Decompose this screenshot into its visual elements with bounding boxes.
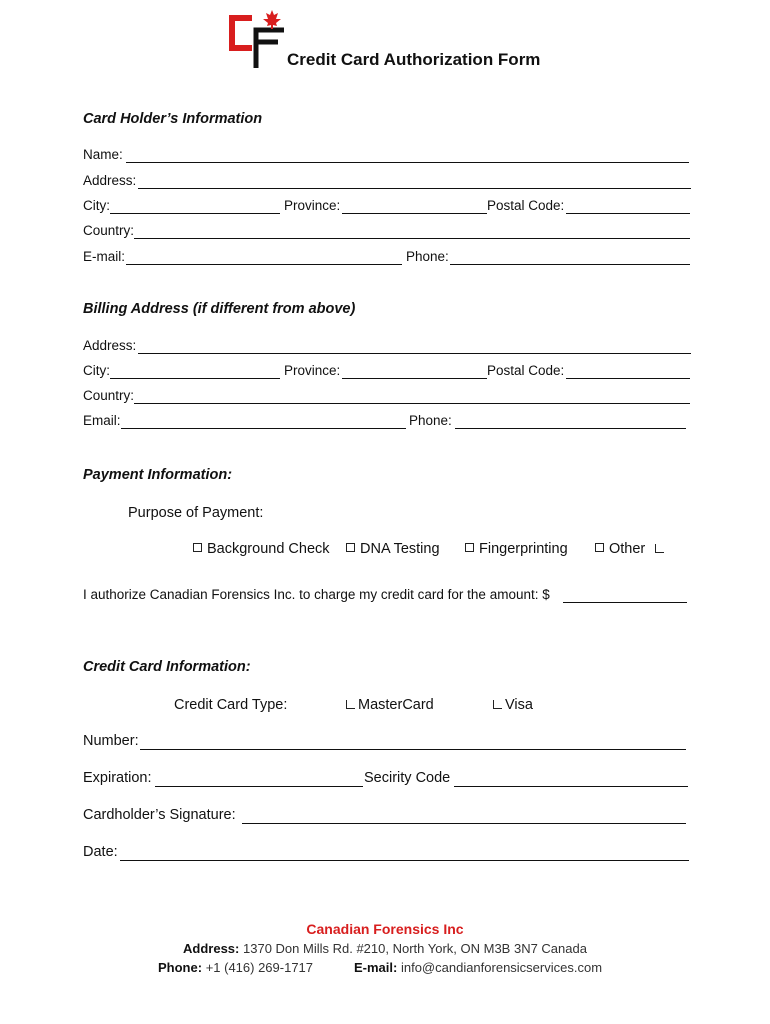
billing-postal-code-label: Postal Code: (487, 363, 565, 378)
footer-email-label: E-mail: (354, 960, 398, 975)
footer-address (0, 941, 770, 956)
expiration-field[interactable] (155, 786, 363, 787)
footer-address-value: 1370 Don Mills Rd. #210, North York, ON M3B 3N7 Canada (243, 941, 587, 956)
phone-field[interactable] (450, 264, 690, 265)
date-label: Date: (83, 844, 118, 860)
email-field[interactable] (126, 264, 402, 265)
footer-email (354, 960, 602, 975)
billing-address-label: Address: (83, 338, 137, 353)
authorize-text: I authorize Canadian Forensics Inc. to charge my credit card for the amount: $ (83, 587, 550, 602)
billing-postal-code-field[interactable] (566, 378, 690, 379)
purpose-label: Purpose of Payment: (128, 505, 264, 521)
signature-label: Cardholder’s Signature: (83, 807, 236, 823)
option-dna-testing[interactable]: DNA Testing (346, 541, 440, 557)
security-code-field[interactable] (454, 786, 688, 787)
billing-province-field[interactable] (342, 378, 487, 379)
billing-email-field[interactable] (121, 428, 406, 429)
option-mastercard[interactable]: MasterCard (346, 697, 434, 713)
billing-phone-field[interactable] (455, 428, 686, 429)
city-field[interactable] (110, 213, 280, 214)
security-code-label: Secirity Code (364, 770, 451, 786)
phone-label: Phone: (406, 249, 449, 264)
billing-country-field[interactable] (134, 403, 690, 404)
billing-country-label: Country: (83, 388, 135, 403)
billing-address-field[interactable] (138, 353, 691, 354)
credit-card-heading: Credit Card Information: (83, 659, 251, 675)
number-label: Number: (83, 733, 139, 749)
address-field[interactable] (138, 188, 691, 189)
province-label: Province: (284, 198, 341, 213)
province-field[interactable] (342, 213, 487, 214)
checkbox-icon[interactable] (346, 700, 355, 709)
postal-code-field[interactable] (566, 213, 690, 214)
postal-code-label: Postal Code: (487, 198, 565, 213)
logo (226, 10, 286, 68)
billing-phone-label: Phone: (409, 413, 452, 428)
billing-heading: Billing Address (if different from above) (83, 301, 356, 317)
billing-province-label: Province: (284, 363, 341, 378)
billing-email-label: Email: (83, 413, 121, 428)
signature-field[interactable] (242, 823, 686, 824)
card-type-label: Credit Card Type: (174, 697, 288, 713)
number-field[interactable] (140, 749, 686, 750)
page-title: Credit Card Authorization Form (287, 50, 541, 69)
checkbox-icon[interactable] (193, 543, 202, 552)
option-fingerprinting[interactable]: Fingerprinting (465, 541, 568, 557)
footer-phone-value: +1 (416) 269-1717 (205, 960, 314, 975)
other-blank-icon (655, 544, 664, 553)
billing-city-label: City: (83, 363, 110, 378)
checkbox-icon[interactable] (595, 543, 604, 552)
amount-field[interactable] (563, 602, 687, 603)
payment-heading: Payment Information: (83, 467, 233, 483)
footer-phone (158, 960, 313, 975)
date-field[interactable] (120, 860, 689, 861)
checkbox-icon[interactable] (465, 543, 474, 552)
footer-phone-label: Phone: (158, 960, 203, 975)
city-label: City: (83, 198, 110, 213)
option-background-check[interactable]: Background Check (193, 541, 330, 557)
name-label: Name: (83, 147, 123, 162)
name-field[interactable] (126, 162, 689, 163)
country-label: Country: (83, 223, 135, 238)
billing-city-field[interactable] (110, 378, 280, 379)
option-visa[interactable]: Visa (493, 697, 533, 713)
footer-company: Canadian Forensics Inc (306, 921, 464, 937)
expiration-label: Expiration: (83, 770, 152, 786)
country-field[interactable] (134, 238, 690, 239)
checkbox-icon[interactable] (493, 700, 502, 709)
footer-address-label: Address: (183, 941, 240, 956)
checkbox-icon[interactable] (346, 543, 355, 552)
address-label: Address: (83, 173, 137, 188)
option-other[interactable]: Other (595, 541, 667, 557)
card-holder-heading: Card Holder’s Information (83, 111, 263, 127)
email-label: E-mail: (83, 249, 126, 264)
footer-email-link[interactable]: info@candianforensicservices.com (400, 960, 603, 975)
